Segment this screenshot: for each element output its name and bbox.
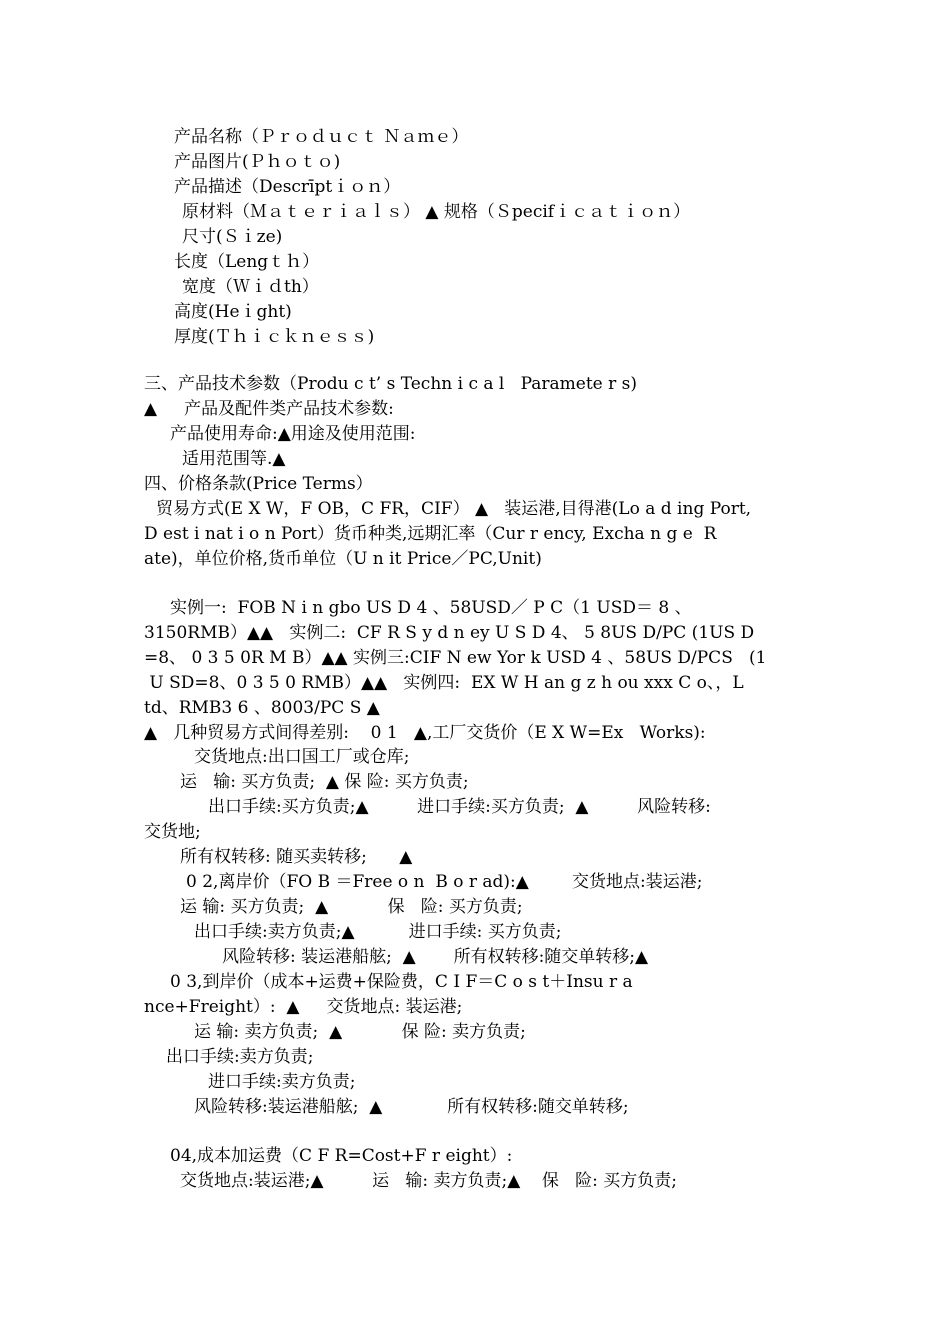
text-line: U SD=8、0 3 5 0 RMB）▲▲ 实例四: EX W H an g z h ou xxx C o、，L xyxy=(144,673,744,693)
text-line: 高度(Heｉght) xyxy=(174,302,292,322)
text-line: ▲ 产品及配件类产品技术参数: xyxy=(144,399,394,419)
text-line: 0 2,离岸价（FO B ＝Free o n B o r ad):▲ 交货地点:装运港; xyxy=(186,872,703,892)
text-line: 尺寸(Ｓｉze) xyxy=(182,227,283,247)
text-line: D est i nat i o n Port）货币种类,远期汇率（Cur r ency, Excha n g e R xyxy=(144,524,717,544)
text-line: 产品使用寿命:▲用途及使用范围: xyxy=(170,424,416,444)
text-line: 0 3,到岸价（成本+运费+保险费，C I F＝C o s t＋Insu r a xyxy=(170,972,633,992)
text-line: 交货地点:出口国工厂或仓库; xyxy=(194,747,410,767)
text-line: 进口手续:卖方负责; xyxy=(208,1072,356,1092)
text-line: 3150RMB）▲▲ 实例二: CF R S y d n ey U S D 4、 5 8US D/PC (1US D xyxy=(144,623,755,643)
text-line: 出口手续:卖方负责;▲ 进口手续: 买方负责; xyxy=(194,922,562,942)
text-line: 风险转移: 装运港船舷; ▲ 所有权转移:随交单转移;▲ xyxy=(222,947,649,967)
text-line: 实例一: FOB N i n gbo US D 4 、58USD／ P C（1 USD＝ 8 、 xyxy=(170,598,692,618)
text-line: 产品图片(Ｐｈｏｔｏ) xyxy=(174,152,341,172)
text-line: nce+Freight）: ▲ 交货地点: 装运港; xyxy=(144,997,463,1017)
text-line: ▲ 几种贸易方式间得差别: 0 1 ▲,工厂交货价（E X W=Ex Works): xyxy=(144,723,706,743)
text-line: 贸易方式(E X W，F OB，C FR，CIF） ▲ 装运港,目得港(Lo a d ing Port, xyxy=(156,499,752,519)
text-line: 出口手续:卖方负责; xyxy=(166,1047,314,1067)
text-line: 运 输: 买方负责; ▲ 保 险: 买方负责; xyxy=(180,772,469,792)
text-line: 风险转移:装运港船舷; ▲ 所有权转移:随交单转移; xyxy=(194,1097,629,1117)
text-line: 长度（Lengｔｈ） xyxy=(174,252,320,272)
text-line: =8、 0 3 5 0R M B）▲▲ 实例三:CIF N ew Yor k USD 4 、58US D/PCS (1 xyxy=(144,648,767,668)
text-line: 四、价格条款(Price Terms） xyxy=(144,474,373,494)
text-line: 交货地; xyxy=(144,822,201,842)
text-line: 产品描述（Descrīptｉｏｎ） xyxy=(174,177,401,197)
text-line: 三、产品技术参数（Produ c t’ s Techn i c a l Paramete r s) xyxy=(144,374,638,394)
text-line: 运 输: 卖方负责; ▲ 保 险: 卖方负责; xyxy=(194,1022,526,1042)
text-line: 适用范围等.▲ xyxy=(182,449,286,469)
text-line: 产品名称（Ｐｒｏｄｕｃｔ Ｎａｍｅ） xyxy=(174,127,469,147)
text-line: 宽度（Ｗｉｄth） xyxy=(182,277,319,297)
text-line: 出口手续:买方负责;▲ 进口手续:买方负责; ▲ 风险转移: xyxy=(208,797,711,817)
text-line: td、RMB3 6 、8003/PC S ▲ xyxy=(144,698,380,718)
text-line: 原材料（Ｍａｔｅｒｉａｌｓ） ▲ 规格（Ｓpecifｉｃａｔｉｏｎ） xyxy=(182,202,691,222)
text-line: 运 输: 买方负责; ▲ 保 险: 买方负责; xyxy=(180,897,523,917)
text-line: 04,成本加运费（C F R=Cost+F r eight）: xyxy=(170,1146,513,1166)
text-line: ate)，单位价格,货币单位（U n it Price／PC,Unit) xyxy=(144,549,542,569)
text-line: 所有权转移: 随买卖转移; ▲ xyxy=(180,847,413,867)
text-line: 交货地点:装运港;▲ 运 输: 卖方负责;▲ 保 险: 买方负责; xyxy=(180,1171,677,1191)
text-line: 厚度(Ｔｈｉｃｋｎｅｓｓ) xyxy=(174,327,375,347)
